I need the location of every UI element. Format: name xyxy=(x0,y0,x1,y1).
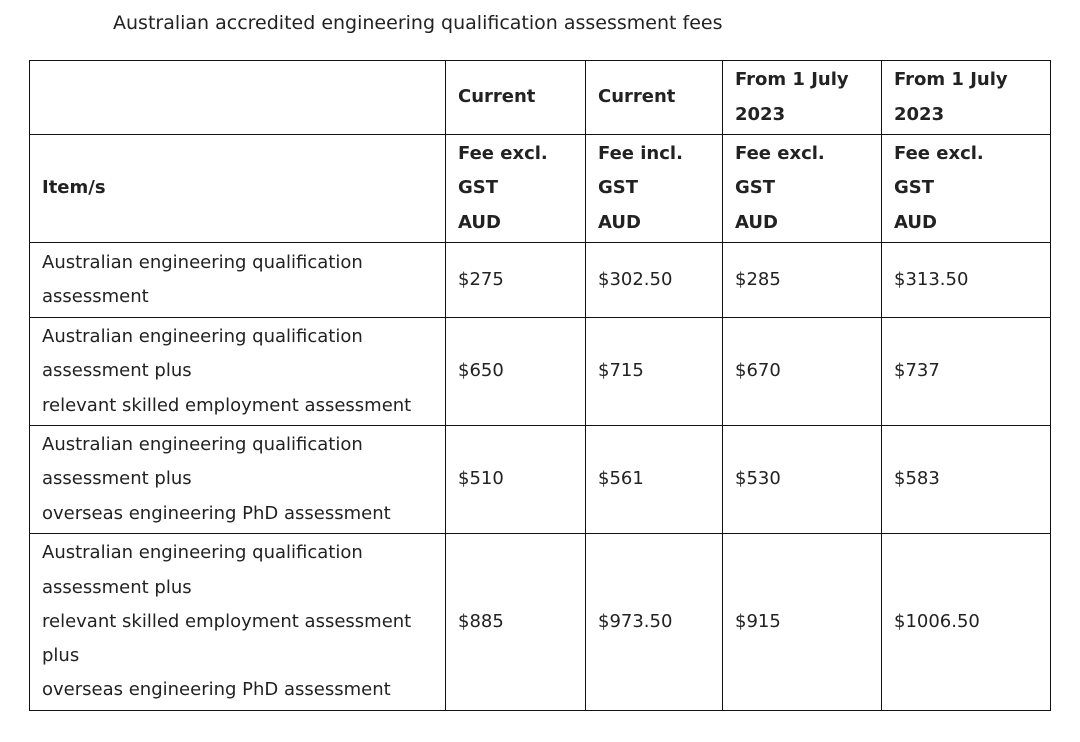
fees-table xyxy=(29,60,1051,711)
header-row-period xyxy=(30,61,1051,135)
table-row xyxy=(30,243,1051,318)
july2023-excl-cell: $915 xyxy=(723,534,882,711)
header-cell-july-fee-col5: Fee excl. GST AUD xyxy=(882,135,1051,243)
july2023-excl-cell: $530 xyxy=(723,426,882,534)
table-caption: Australian accredited engineering qualification assessment fees xyxy=(113,12,723,34)
table-row xyxy=(30,534,1051,711)
header-cell-current-incl: Current xyxy=(586,61,723,135)
current-excl-cell: $275 xyxy=(446,243,586,318)
header-cell-empty xyxy=(30,61,446,135)
item-cell: Australian engineering qualification assessment plus relevant skilled employment assessment xyxy=(30,318,446,426)
header-cell-july-fee-excl-gst: Fee excl. GST AUD xyxy=(723,135,882,243)
current-excl-cell: $510 xyxy=(446,426,586,534)
item-cell: Australian engineering qualification assessment plus overseas engineering PhD assessment xyxy=(30,426,446,534)
header-row-fee-type xyxy=(30,135,1051,243)
july2023-col5-cell: $737 xyxy=(882,318,1051,426)
header-cell-fee-excl-gst: Fee excl. GST AUD xyxy=(446,135,586,243)
current-incl-cell: $973.50 xyxy=(586,534,723,711)
current-incl-cell: $302.50 xyxy=(586,243,723,318)
header-cell-fee-incl-gst: Fee incl. GST AUD xyxy=(586,135,723,243)
july2023-col5-cell: $1006.50 xyxy=(882,534,1051,711)
july2023-col5-cell: $583 xyxy=(882,426,1051,534)
header-cell-july2023-col5: From 1 July 2023 xyxy=(882,61,1051,135)
july2023-excl-cell: $670 xyxy=(723,318,882,426)
current-excl-cell: $650 xyxy=(446,318,586,426)
item-cell: Australian engineering qualification assessment plus relevant skilled employment assessment plus overseas engineering PhD assessment xyxy=(30,534,446,711)
header-cell-current-excl: Current xyxy=(446,61,586,135)
july2023-excl-cell: $285 xyxy=(723,243,882,318)
header-cell-july2023-excl: From 1 July 2023 xyxy=(723,61,882,135)
header-cell-items: Item/s xyxy=(30,135,446,243)
july2023-col5-cell: $313.50 xyxy=(882,243,1051,318)
current-incl-cell: $561 xyxy=(586,426,723,534)
current-incl-cell: $715 xyxy=(586,318,723,426)
table-row xyxy=(30,318,1051,426)
item-cell: Australian engineering qualification assessment xyxy=(30,243,446,318)
current-excl-cell: $885 xyxy=(446,534,586,711)
table-row xyxy=(30,426,1051,534)
